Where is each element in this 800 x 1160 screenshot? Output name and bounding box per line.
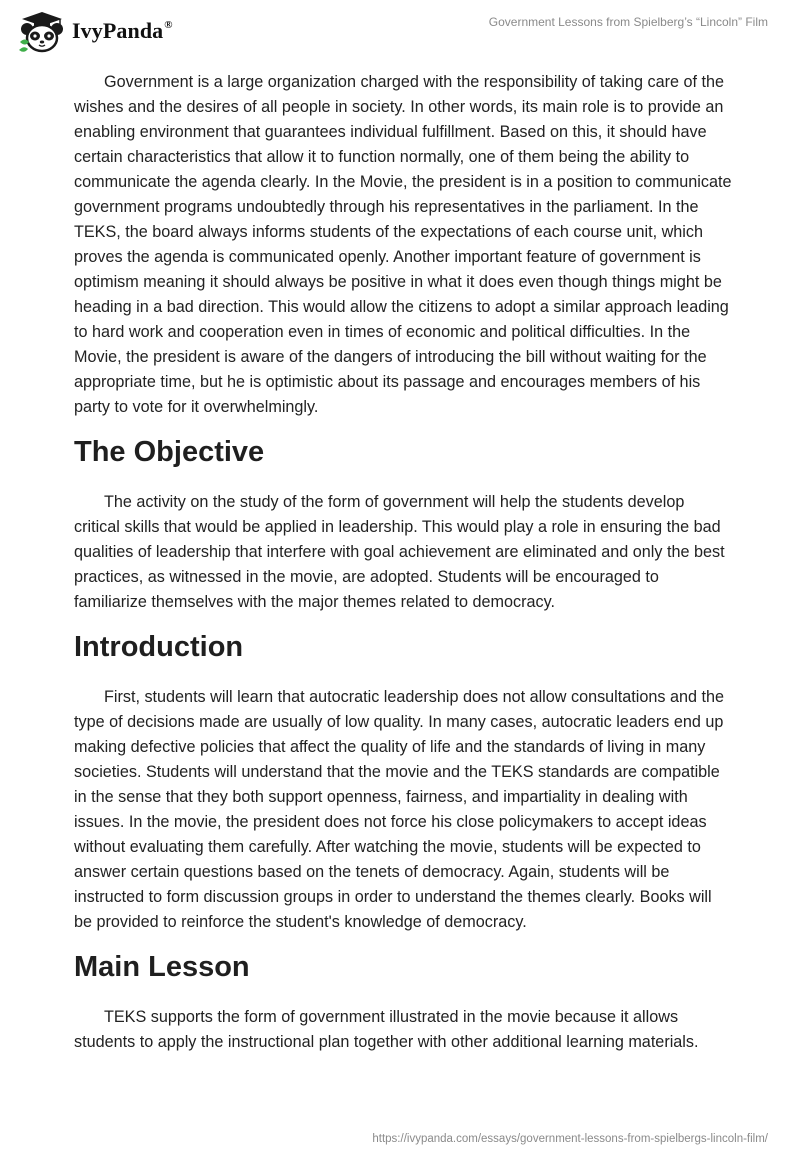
heading-the-objective: The Objective: [74, 436, 265, 468]
panda-graduate-icon: [16, 9, 68, 53]
intro-paragraph: Government is a large organization charged with the responsibility of taking care of the wishes and the desires of all people in society. In other words, its main role is to provide an enabling environment that guarantees individual fulfillment. Based on this, it should have certain characteristics that allow it to function normally, one of them being the ability to communicate the agenda clearly. In the Movie, the president is in a position to communicate government programs undoubtedly through his representatives in the parliament. In the TEKS, the board always informs students of the expectations of each course unit, which proves the agenda is communicated openly. Another important feature of government is optimism meaning it should always be positive in what it does even though things might be heading in a bad direction. This would allow the citizens to adopt a similar approach leading to hard work and cooperation even in times of economic and political difficulties. In the Movie, the president is aware of the dangers of introducing the bill without waiting for the appropriate time, but he is optimistic about its passage and encourages members of his party to vote for it overwhelmingly.: [74, 73, 732, 416]
objective-paragraph: The activity on the study of the form of government will help the students develop critical skills that would be applied in leadership. This would play a role in ensuring the bad qualities of leadership that interfere with goal achievement are eliminated and only the best practices, as witnessed in the movie, are adopted. Students will be encouraged to familiarize themselves with the major themes related to democracy.: [74, 493, 725, 611]
main-lesson-paragraph: TEKS supports the form of government illustrated in the movie because it allows students to apply the instructional plan together with other additional learning materials.: [74, 1008, 699, 1051]
registered-mark: ®: [164, 18, 173, 31]
essay-body: [74, 70, 734, 1069]
ivypanda-logo[interactable]: [16, 9, 173, 53]
brand-name: [72, 18, 173, 44]
source-url-link[interactable]: https://ivypanda.com/essays/government-lessons-from-spielbergs-lincoln-film/: [372, 1133, 768, 1145]
document-title: Government Lessons from Spielberg’s “Lincoln” Film: [488, 15, 768, 29]
heading-main-lesson: Main Lesson: [74, 951, 250, 983]
page-header: [0, 0, 800, 64]
brand-name-text: IvyPanda: [72, 18, 164, 43]
heading-introduction: Introduction: [74, 631, 244, 663]
introduction-paragraph: First, students will learn that autocratic leadership does not allow consultations and the type of decisions made are usually of low quality. In many cases, autocratic leaders end up making defective policies that affect the quality of life and the standards of living in many societies. Students will understand that the movie and the TEKS standards are compatible in the sense that they both support openness, fairness, and impartiality in dealing with issues. In the movie, the president does not force his close policymakers to accept ideas without evaluating them carefully. After watching the movie, students will be expected to answer certain questions based on the tenets of democracy. Again, students will be instructed to form discussion groups in order to understand the themes clearly. Books will be provided to reinforce the student's knowledge of democracy.: [74, 688, 724, 931]
